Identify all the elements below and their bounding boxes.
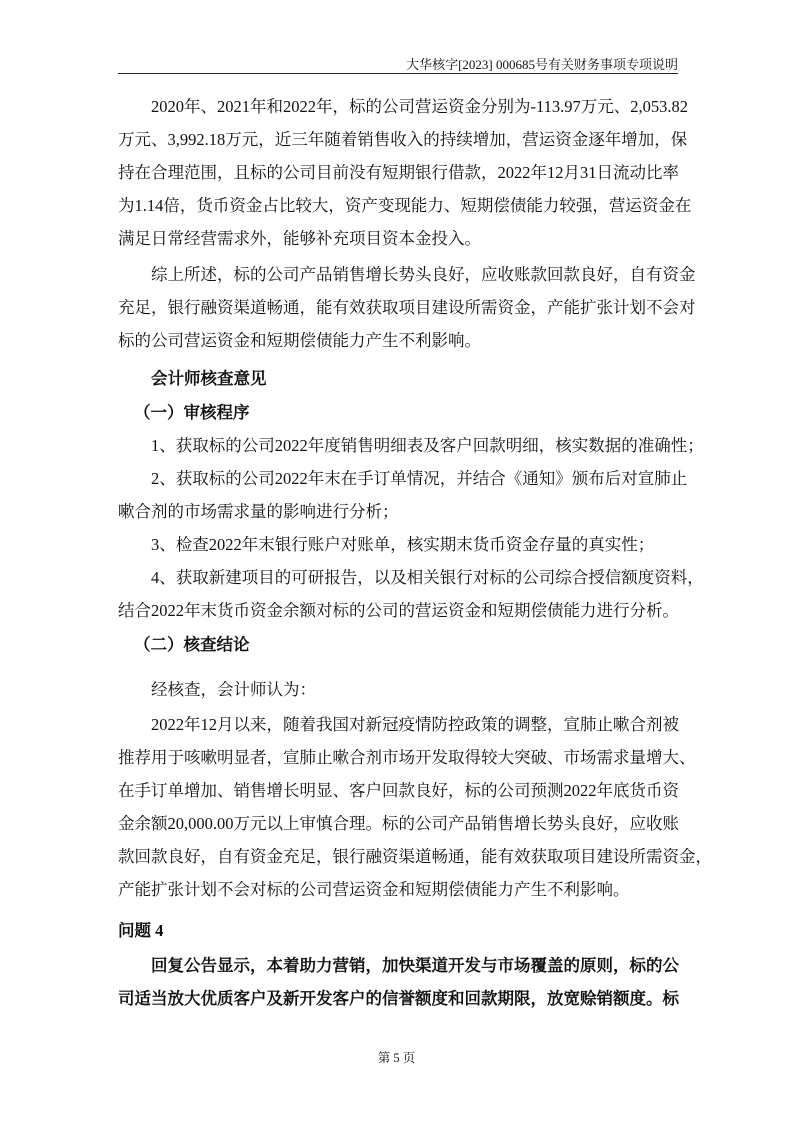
list-item: 3、检查2022年末银行账户对账单，核实期末货币资金存量的真实性； [151,535,655,554]
question-4-text [118,949,678,1015]
page-number: 第 5 页 [377,1051,416,1065]
running-header: 大华核字[2023] 000685号有关财务事项专项说明 [406,57,678,72]
heading-conclusion: （二）核查结论 [134,635,250,654]
text-line: 产能扩张计划不会对标的公司营运资金和短期偿债能力产生不利影响。 [118,880,630,899]
text-line: 款回款良好，自有资金充足，银行融资渠道畅通，能有效获取项目建设所需资金， [118,847,712,866]
text-line: 司适当放大优质客户及新开发客户的信誉额度和回款期限，放宽赊销额度。标 [118,989,679,1008]
text-line: 2020年、2021年和2022年，标的公司营运资金分别为-113.97万元、2,053.82 [151,97,689,116]
procedure-list [118,429,704,627]
heading-accountant-opinion: 会计师核查意见 [151,369,267,388]
text-line: 充足，银行融资渠道畅通，能有效获取项目建设所需资金，产能扩张计划不会对 [118,298,696,317]
heading-question-4: 问题 4 [118,921,164,940]
list-item: 结合2022年末货币资金余额对标的公司的营运资金和短期偿债能力进行分析。 [118,601,679,620]
text-line: 回复公告显示，本着助力营销，加快渠道开发与市场覆盖的原则，标的公 [151,956,679,975]
text-line: 综上所述，标的公司产品销售增长势头良好，应收账款回款良好，自有资金 [151,265,696,284]
text-line: 为1.14倍，货币资金占比较大，资产变现能力、短期偿债能力较强，营运资金在 [118,196,692,215]
text-line: 标的公司营运资金和短期偿债能力产生不利影响。 [118,331,481,350]
paragraph-conclusion [118,708,712,906]
text-line: 金余额20,000.00万元以上审慎合理。标的公司产品销售增长势头良好，应收账 [118,814,679,833]
list-item: 2、获取标的公司2022年末在手订单情况，并结合《通知》颁布后对宣肺止 [151,469,688,488]
text-line: 万元、3,992.18万元，近三年随着销售收入的持续增加，营运资金逐年增加，保 [118,130,688,149]
text-line: 在手订单增加、销售增长明显、客户回款良好，标的公司预测2022年底货币资 [118,781,679,800]
text-line: 2022年12月以来，随着我国对新冠疫情防控政策的调整，宣肺止嗽合剂被 [151,715,679,734]
list-item: 1、获取标的公司2022年度销售明细表及客户回款明细，核实数据的准确性； [151,436,704,455]
text-line: 推荐用于咳嗽明显者，宣肺止嗽合剂市场开发取得较大突破、市场需求量增大、 [118,748,696,767]
heading-procedure: （一）审核程序 [134,403,250,422]
conclusion-intro: 经核查，会计师认为： [151,680,316,699]
text-line: 满足日常经营需求外，能够补充项目资本金投入。 [118,229,481,248]
list-item: 4、获取新建项目的可研报告，以及相关银行对标的公司综合授信额度资料， [151,568,704,587]
text-line: 持在合理范围，且标的公司目前没有短期银行借款，2022年12月31日流动比率 [118,163,679,182]
paragraph-summary [118,258,696,357]
paragraph-working-capital [118,90,692,255]
list-item: 嗽合剂的市场需求量的影响进行分析； [118,502,399,521]
header-rule [118,73,678,74]
